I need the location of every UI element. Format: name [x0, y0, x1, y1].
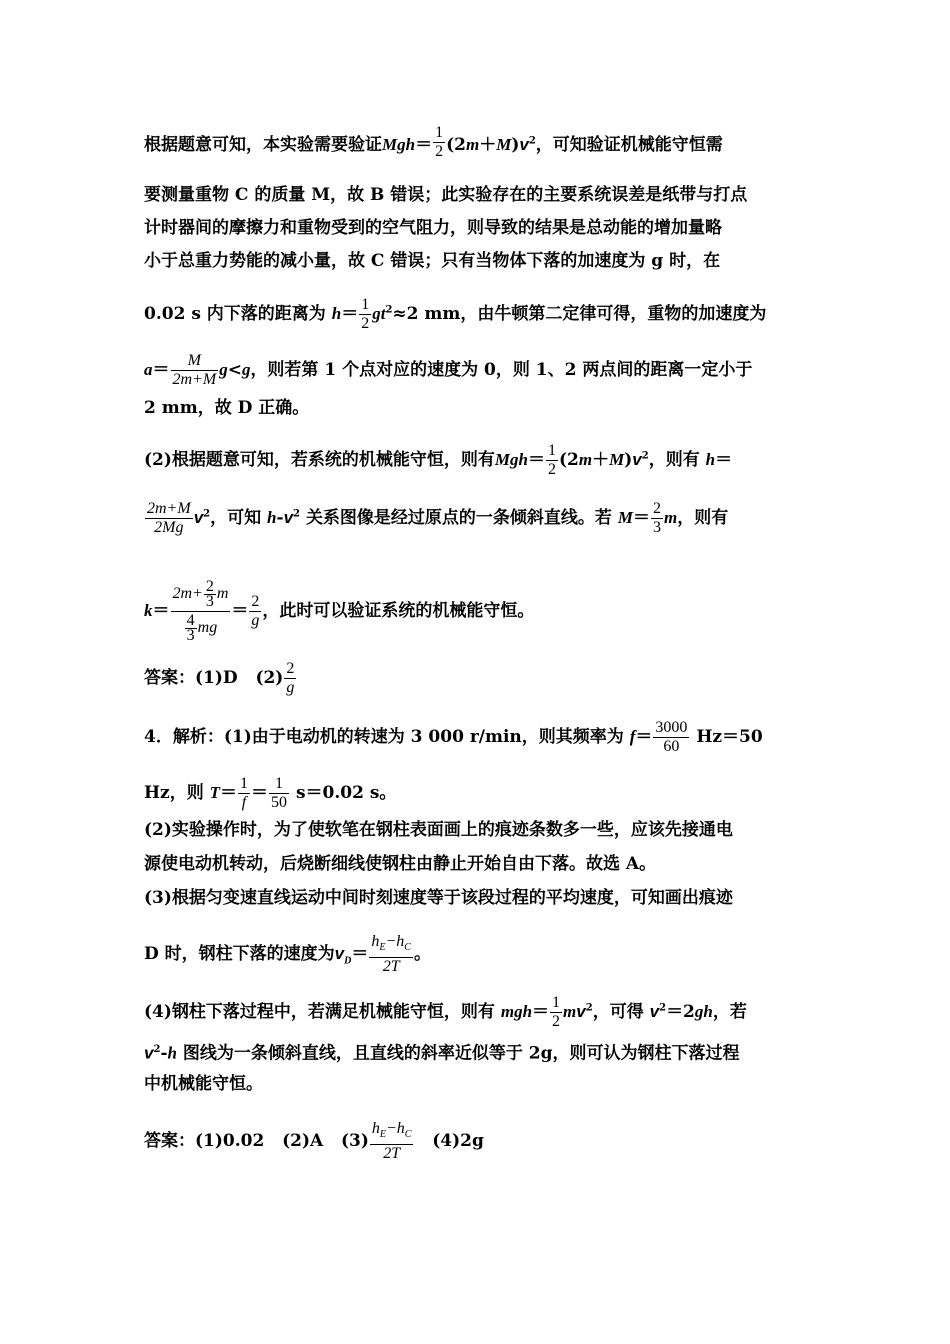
answer3-part2: (2) — [255, 668, 284, 688]
para4-line1: 4．解析：(1)由于电动机的转速为 3 000 r/min，则其频率为 f＝ $\frac{3000}{60}$ Hz＝50 — [144, 719, 763, 755]
para1-line6: a＝ $\frac{M}{2m+M}$ g<g，则若第 1 个点对应的速度为 0，则 1、2 两点间的距离一定小于 — [144, 352, 753, 388]
para2-text-3b: ，此时可以验证系统的机械能守恒。 — [262, 601, 535, 621]
para4-text-6a: D 时，钢柱下落的速度为 — [144, 944, 335, 965]
para4-text-2a: Hz，则 — [144, 783, 204, 803]
para4-line3: (2)实验操作时，为了使软笔在钢柱表面画上的痕迹条数多一些，应该先接通电 — [144, 820, 733, 840]
answer3-part1: (1)D — [195, 668, 238, 688]
para4-text-8b: 图线为一条倾斜直线，且直线的斜率近似等于 2g，则可认为钢柱下落过程 — [182, 1043, 740, 1064]
para1-text-1b: ，可知验证机械能守恒需 — [535, 135, 723, 155]
fraction-k: 2m+ $\frac{2}{3}$ m $\frac{4}{3}$ mg — [172, 578, 229, 644]
fraction-accel: $\frac{M}{2m+M}$ — [172, 352, 217, 388]
para2-text-1b: ，则有 — [648, 450, 700, 470]
fraction-1-over-50: $\frac{1}{50}$ — [271, 775, 288, 811]
answer4-part3: (3) — [340, 1131, 369, 1152]
para4-text-2b: s＝0.02 s。 — [295, 783, 397, 803]
para2-line1: (2)根据题意可知，若系统的机械能守恒，则有Mgh＝ $\frac{1}{2}$ $(2m+M)v^2$，则有 h＝ — [144, 442, 733, 478]
para2-text-1a: (2)根据题意可知，若系统的机械能守恒，则有 — [144, 450, 495, 470]
para4-text-7b: ，可得 — [592, 1002, 644, 1022]
fraction-velocity-D: $\frac{h_E-h_C}{2T}$ — [371, 933, 411, 976]
answer4-label: 答案： — [144, 1131, 195, 1152]
para4-line7: (4)钢柱下落过程中，若满足机械能守恒，则有 mgh＝ $\frac{1}{2}$ $mv^2$，可得 $v^2=2gh$，若 — [144, 994, 747, 1030]
fraction-half-2: $\frac{1}{2}$ — [361, 296, 370, 332]
para4-text-1a: 4．解析：(1)由于电动机的转速为 3 000 r/min，则其频率为 — [144, 727, 624, 747]
para1-line1: 根据题意可知，本实验需要验证Mgh＝ $\frac{1}{2}$ $(2m+M)v^2$，可知验证机械能守恒需 — [144, 124, 723, 160]
para4-text-7a: (4)钢柱下落过程中，若满足机械能守恒，则有 — [144, 1002, 495, 1022]
para4-line2: Hz，则 T＝ $\frac{1}{f}$ ＝ $\frac{1}{50}$ s＝0.02 s。 — [144, 775, 397, 811]
para4-line5: (3)根据匀变速直线运动中间时刻速度等于该段过程的平均速度，可知画出痕迹 — [144, 888, 733, 908]
para1-text-6b: ，则若第 1 个点对应的速度为 0，则 1、2 两点间的距离一定小于 — [250, 360, 753, 380]
para4-line4: 源使电动机转动，后烧断细线使钢柱由静止开始自由下落。故选 A。 — [144, 854, 657, 874]
para2-line2: $\frac{2m+M}{2Mg}$ $v^2$，可知 $h-v^2$ 关系图像是经过原点的一条倾斜直线。若 M＝ $\frac{2}{3}$ m，则有 — [147, 500, 729, 536]
fraction-3000-60: $\frac{3000}{60}$ — [655, 719, 688, 755]
answer4-part2: (2)A — [282, 1131, 324, 1152]
para1-text-1a: 根据题意可知，本实验需要验证 — [144, 135, 382, 155]
fraction-half-4: $\frac{1}{2}$ — [552, 994, 561, 1030]
para1-text-5a: 0.02 s 内下落的距离为 — [144, 304, 326, 324]
answer4-line — [144, 1120, 484, 1163]
fraction-2-over-g: $\frac{2}{g}$ — [251, 593, 260, 629]
fraction-answer-velocity: $\frac{h_E-h_C}{2T}$ — [371, 1120, 412, 1163]
answer3-line — [144, 660, 297, 696]
para2-text-2c: 关系图像是经过原点的一条倾斜直线。若 — [305, 508, 612, 528]
para1-line4: 小于总重力势能的减小量，故 C 错误；只有当物体下落的加速度为 g 时，在 — [144, 251, 721, 271]
fraction-half: $\frac{1}{2}$ — [435, 124, 444, 160]
para4-text-1b: Hz＝50 — [696, 727, 763, 747]
para1-line2: 要测量重物 C 的质量 M，故 B 错误；此实验存在的主要系统误差是纸带与打点 — [144, 185, 748, 205]
answer4-part4: (4)2g — [432, 1131, 484, 1152]
fraction-half-3: $\frac{1}{2}$ — [548, 442, 556, 478]
para4-text-7c: ，若 — [712, 1002, 747, 1022]
answer3-label: 答案： — [144, 668, 195, 688]
para1-text-5b: ≈2 mm，由牛顿第二定律可得，重物的加速度为 — [392, 304, 767, 324]
fraction-answer-2-over-g: $\frac{2}{g}$ — [286, 660, 295, 696]
fraction-two-thirds: $\frac{2}{3}$ — [652, 500, 661, 536]
para4-line6: D 时，钢柱下落的速度为$v_D=$ $\frac{h_E-h_C}{2T}$ 。 — [144, 933, 431, 976]
fraction-h-v2: $\frac{2m+M}{2Mg}$ — [147, 500, 191, 536]
para2-text-2b: ，可知 — [210, 508, 262, 528]
para1-line3: 计时器间的摩擦力和重物受到的空气阻力，则导致的结果是总动能的增加量略 — [144, 218, 722, 238]
para1-line5: 0.02 s 内下落的距离为 h＝ $\frac{1}{2}$ $gt^2\approx 2$ mm，由牛顿第二定律可得，重物的加速度为 — [144, 296, 767, 332]
para4-line8: $v^2-h$ 图线为一条倾斜直线，且直线的斜率近似等于 2g，则可认为钢柱下落过程 — [144, 1043, 740, 1064]
para1-line7: 2 mm，故 D 正确。 — [144, 398, 310, 418]
fraction-1-over-f: $\frac{1}{f}$ — [240, 775, 249, 811]
para2-text-2d: ，则有 — [677, 508, 729, 528]
answer4-part1: (1)0.02 — [195, 1131, 265, 1152]
para4-line9: 中机械能守恒。 — [144, 1074, 263, 1094]
para2-line3: k＝ 2m+ $\frac{2}{3}$ m $\frac{4}{3}$ mg ＝ $\frac{2}{g}$ ，此时可以验证系统的机械能守恒。 — [144, 578, 535, 644]
